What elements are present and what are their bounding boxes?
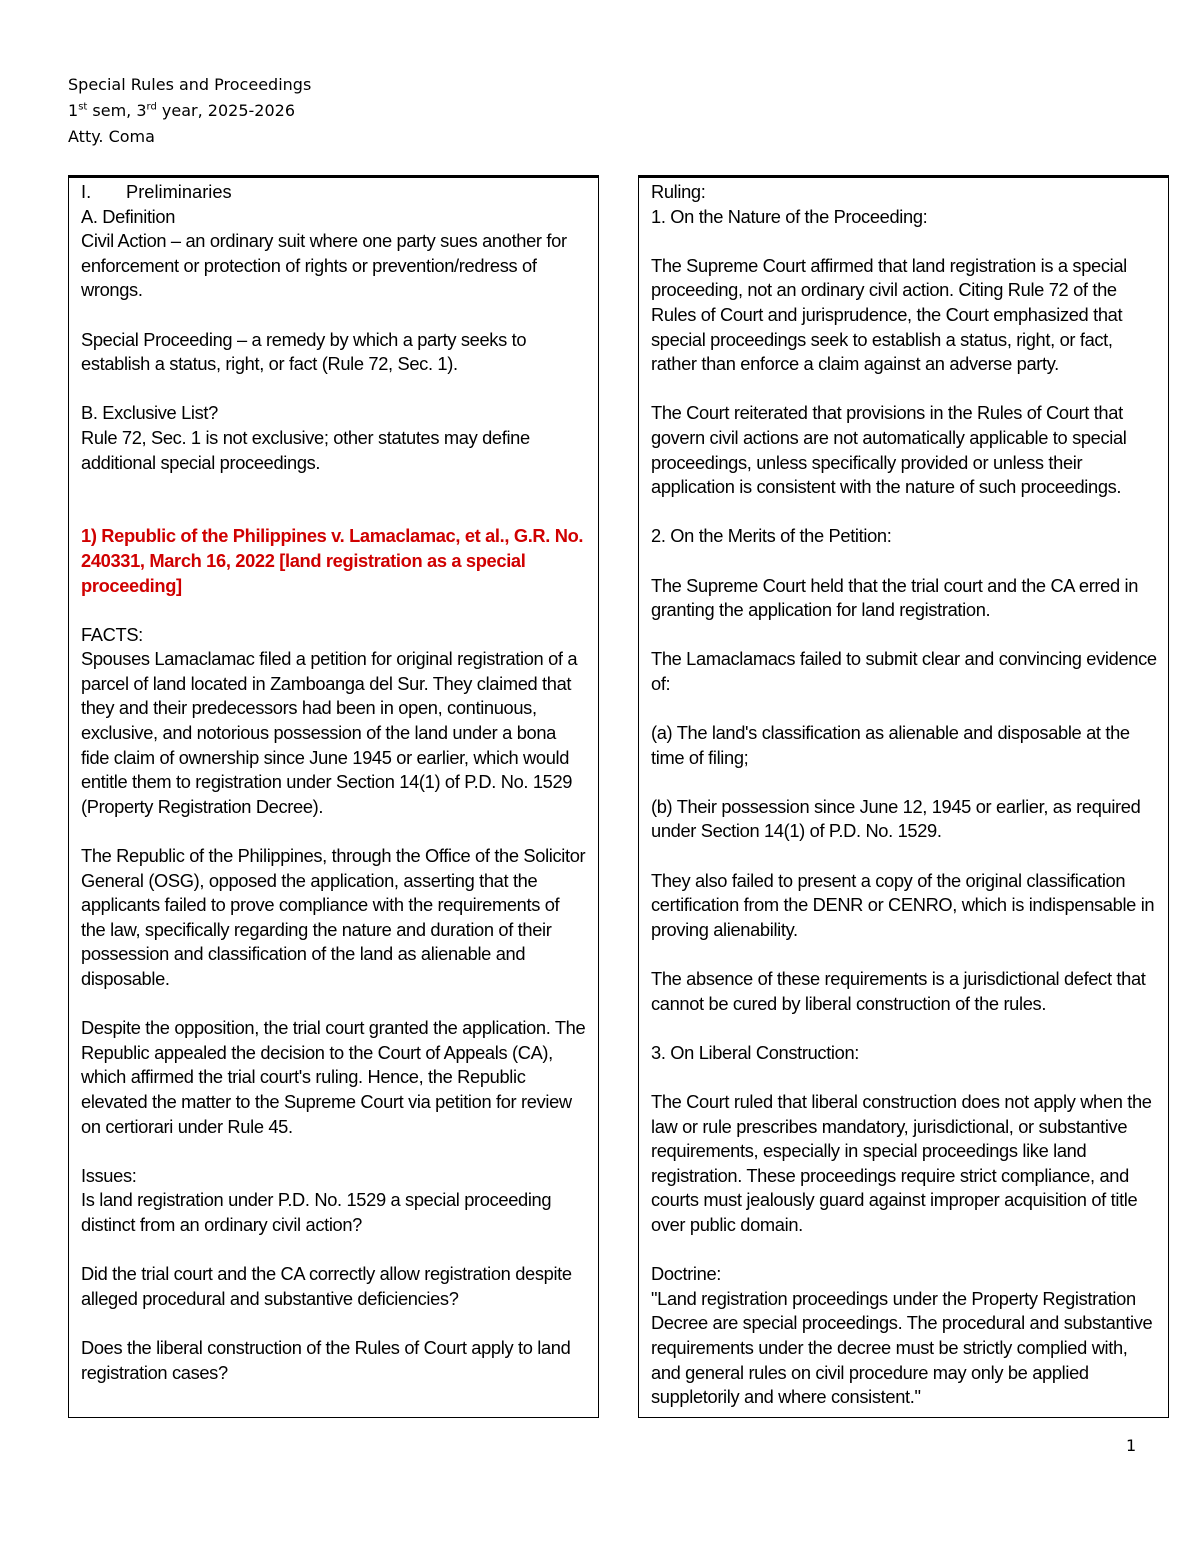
- right-column-box: [638, 175, 1169, 1418]
- ruling-2-paragraph-1: The Supreme Court held that the trial court and the CA erred in granting the application for land registration.: [651, 574, 1139, 621]
- doctrine-text: "Land registration proceedings under the Property Registration Decree are special proceedings. The procedural and substantive requirements under the decree must be strictly complied with, and general rules on civil procedure may only be applied suppletorily and where consistent.": [651, 1287, 1153, 1408]
- issue-1: Is land registration under P.D. No. 1529 a special proceeding distinct from an ordinary civil action?: [81, 1189, 552, 1235]
- case-title: 1) Republic of the Philippines v. Lamaclamac, et al., G.R. No. 240331, March 16, 2022 [land registration as a special proceeding]: [81, 525, 584, 596]
- ruling-1-paragraph-2: The Court reiterated that provisions in the Rules of Court that govern civil actions are not automatically applicable to special proceedings, unless specifically provided or unless their application is consistent with the nature of such proceedings.: [651, 402, 1127, 498]
- document-header: [68, 72, 311, 150]
- exclusive-list-heading: B. Exclusive List?: [81, 402, 218, 424]
- civil-action-definition: Civil Action – an ordinary suit where one party sues another for enforcement or protection of rights or prevention/redress of wrongs.: [81, 230, 567, 301]
- ruling-1-paragraph-1: The Supreme Court affirmed that land registration is a special proceeding, not an ordinary civil action. Citing Rule 72 of the Rules of Court and jurisprudence, the Court emphasized that special proceedings seek to establish a status, right, or fact, rather than enforce a claim against an adverse party.: [651, 254, 1127, 375]
- ruling-2-paragraph-3: They also failed to present a copy of the original classification certification from the DENR or CENRO, which is indispensable in proving alienability.: [651, 869, 1155, 940]
- ruling-3-heading: 3. On Liberal Construction:: [651, 1041, 860, 1063]
- issues-label: Issues:: [81, 1164, 137, 1186]
- ruling-2-paragraph-2: The Lamaclamacs failed to submit clear and convincing evidence of:: [651, 648, 1157, 694]
- year-superscript: rd: [146, 101, 157, 113]
- section-title: Preliminaries: [126, 181, 232, 202]
- ruling-3-paragraph-1: The Court ruled that liberal construction does not apply when the law or rule prescribes mandatory, jurisdictional, or substantive requirements, especially in special proceedings like land registration. These proceedings require strict compliance, and courts must jealously guard against improper acquisition of title over public domain.: [651, 1090, 1152, 1235]
- ruling-1-heading: 1. On the Nature of the Proceeding:: [651, 205, 928, 227]
- section-number: I.: [81, 181, 92, 202]
- left-column-box: [68, 175, 599, 1418]
- facts-paragraph-1: Spouses Lamaclamac filed a petition for original registration of a parcel of land located in Zamboanga del Sur. They claimed that they and their predecessors had been in open, continuous, exclusive, and notorious possession of the land under a bona fide claim of ownership since June 1945 or earlier, which would entitle them to registration under Section 14(1) of P.D. No. 1529 (Property Registration Decree).: [81, 648, 578, 817]
- facts-label: FACTS:: [81, 623, 143, 645]
- facts-paragraph-2: The Republic of the Philippines, through the Office of the Solicitor General (OSG), opposed the application, asserting that the applicants failed to prove compliance with the requirements of the law, specifically regarding the nature and duration of their possession and classification of the land as alienable and disposable.: [81, 845, 586, 989]
- semester-text: sem, 3: [87, 101, 147, 120]
- instructor-name: Atty. Coma: [68, 127, 155, 146]
- special-proceeding-definition: Special Proceeding – a remedy by which a party seeks to establish a status, right, or fact (Rule 72, Sec. 1).: [81, 328, 527, 375]
- ruling-2-heading: 2. On the Merits of the Petition:: [651, 525, 892, 547]
- semester-superscript: st: [78, 101, 88, 113]
- issue-3: Does the liberal construction of the Rules of Court apply to land registration cases?: [81, 1336, 571, 1383]
- exclusive-list-text: Rule 72, Sec. 1 is not exclusive; other statutes may define additional special proceedings.: [81, 426, 530, 473]
- ruling-label: Ruling:: [651, 181, 706, 202]
- facts-paragraph-3: Despite the opposition, the trial court granted the application. The Republic appealed the decision to the Court of Appeals (CA), which affirmed the trial court's ruling. Hence, the Republic elevated the matter to the Supreme Court via petition for review on certiorari under Rule 45.: [81, 1017, 586, 1137]
- page-number: 1: [1126, 1436, 1137, 1455]
- issue-2: Did the trial court and the CA correctly allow registration despite alleged procedural and substantive deficiencies?: [81, 1263, 572, 1309]
- ruling-2-item-b: (b) Their possession since June 12, 1945 or earlier, as required under Section 14(1) of P.D. No. 1529.: [651, 795, 1141, 842]
- year-text: year, 2025-2026: [156, 101, 295, 120]
- semester-line: [68, 98, 311, 124]
- section-heading: [81, 180, 588, 205]
- doctrine-label: Doctrine:: [651, 1263, 722, 1285]
- ruling-2-paragraph-4: The absence of these requirements is a jurisdictional defect that cannot be cured by liberal construction of the rules.: [651, 968, 1146, 1014]
- course-title: Special Rules and Proceedings: [68, 75, 312, 94]
- ruling-2-item-a: (a) The land's classification as alienable and disposable at the time of filing;: [651, 722, 1130, 768]
- definition-heading: A. Definition: [81, 205, 176, 227]
- semester-number: 1: [68, 101, 79, 120]
